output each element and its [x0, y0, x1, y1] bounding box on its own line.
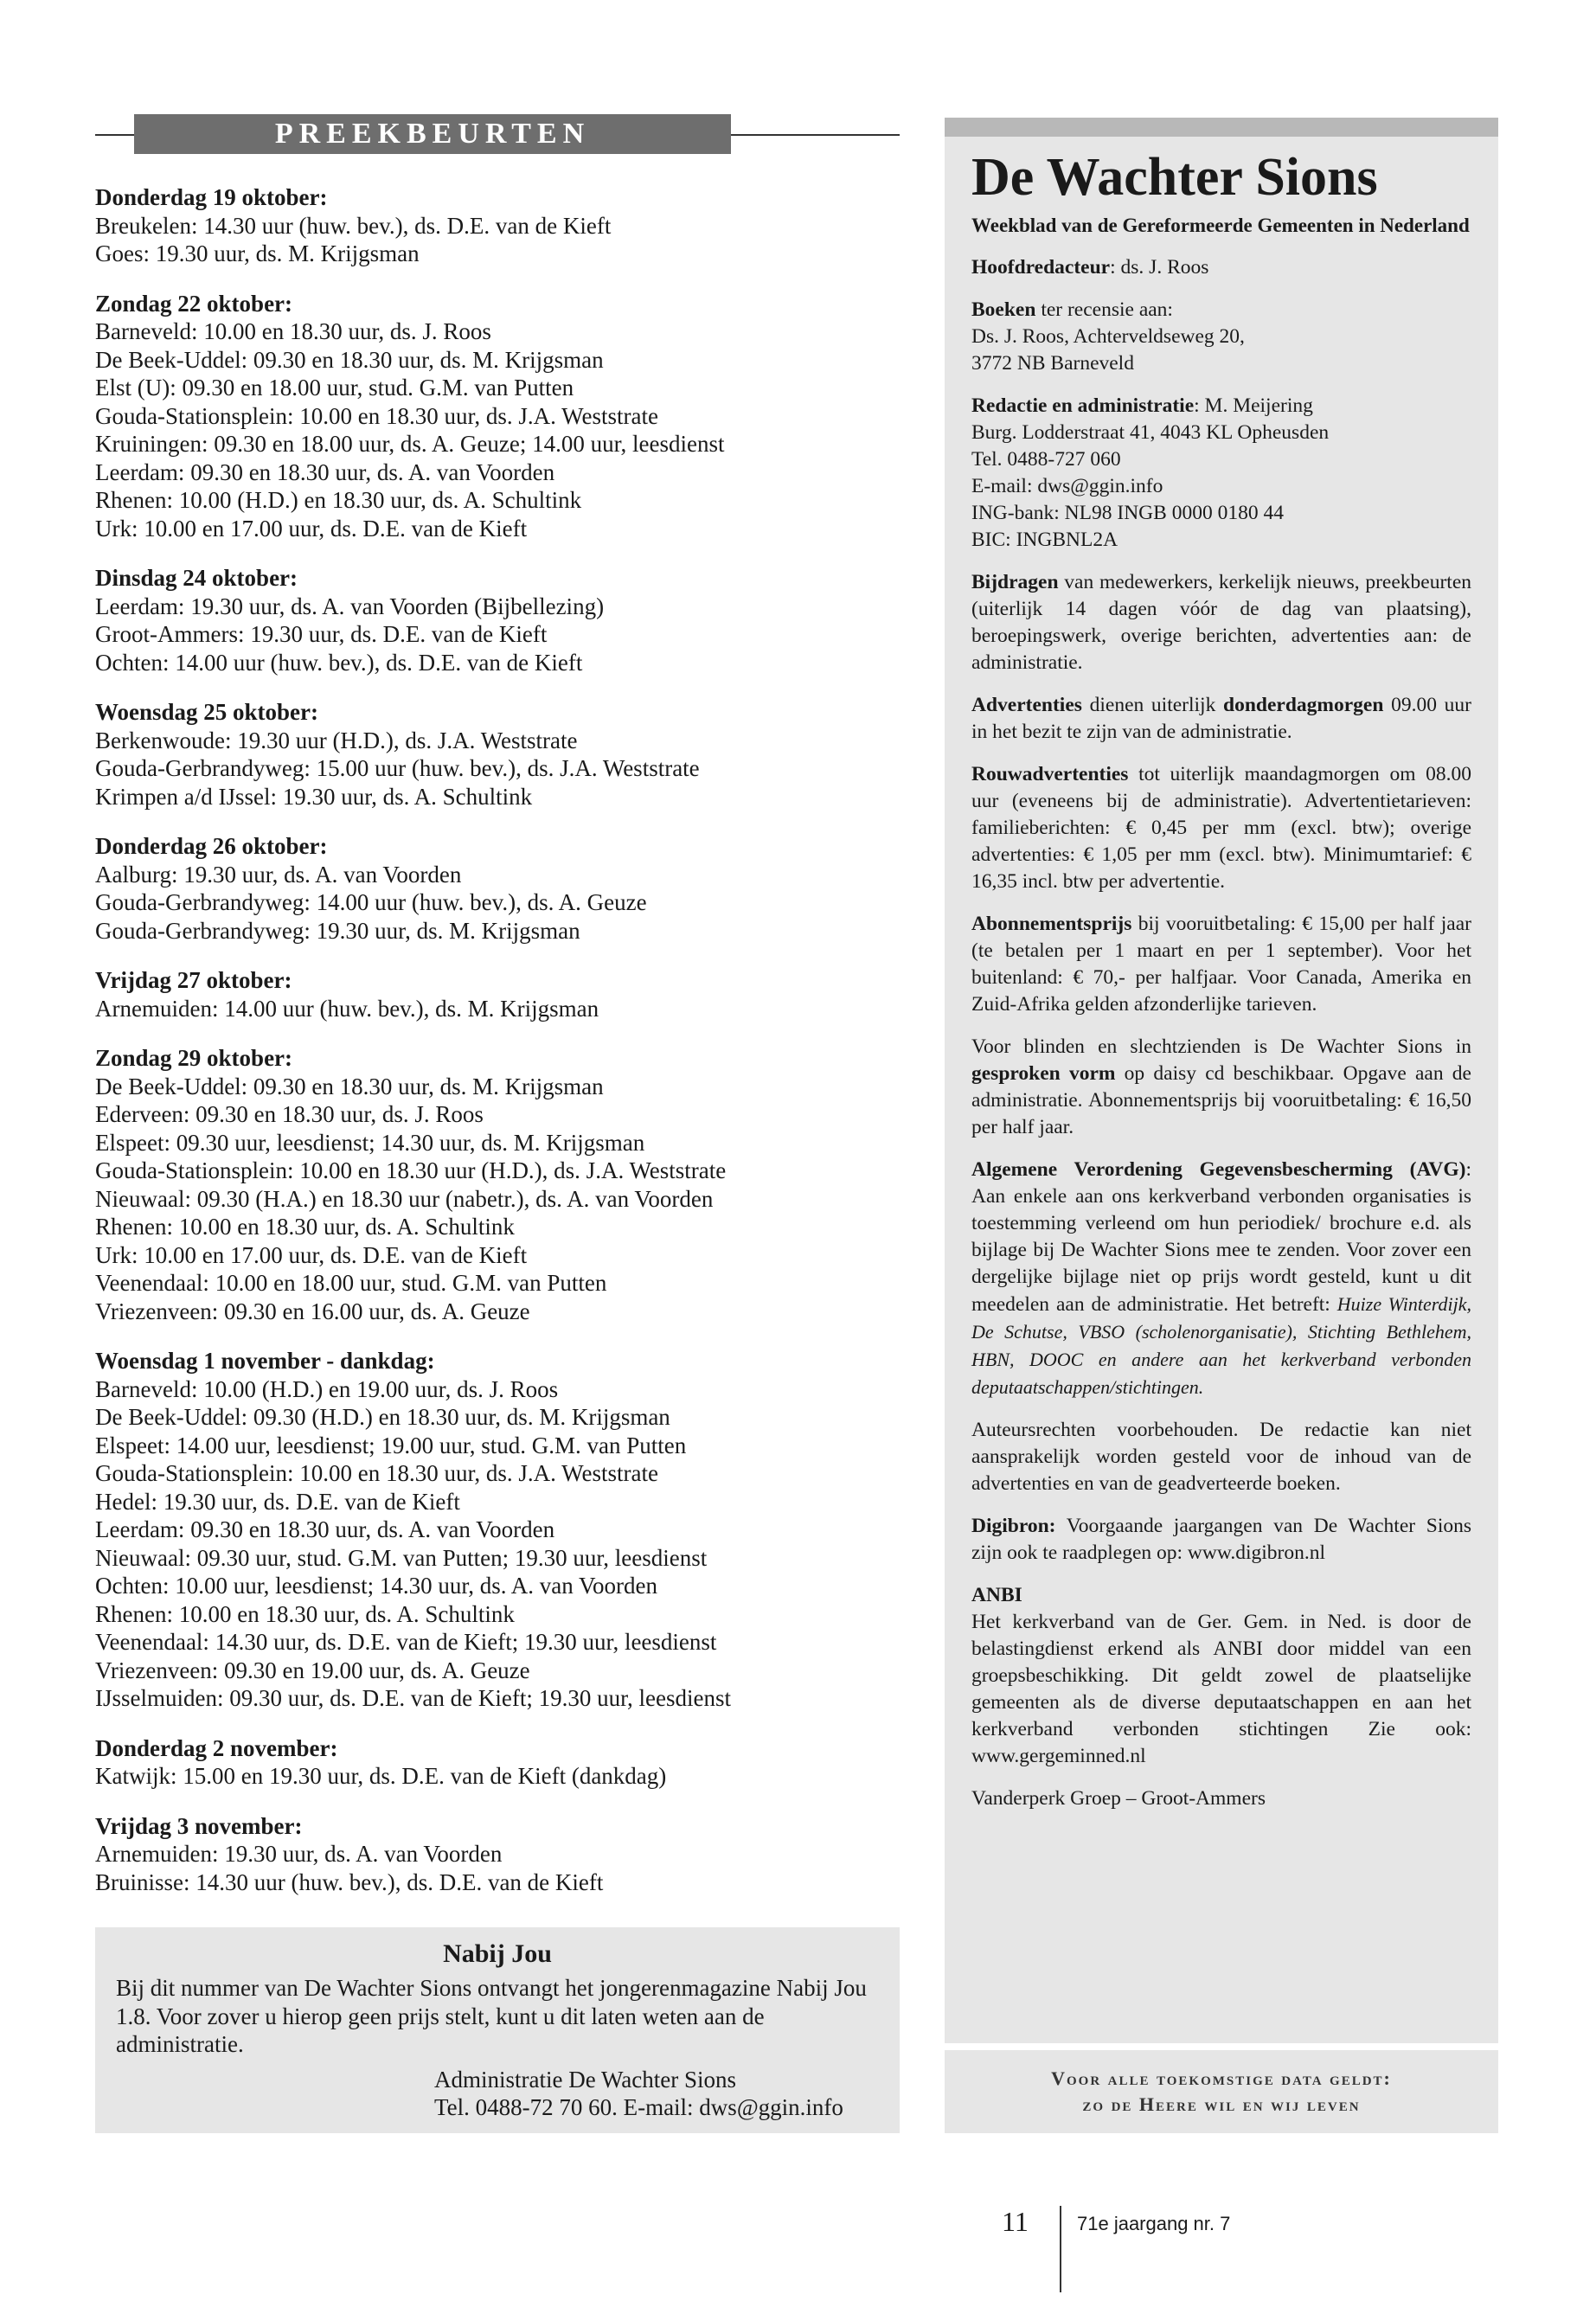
- redactie: [971, 393, 1471, 554]
- closing-line-1: Voor alle toekomstige data geldt:: [1051, 2067, 1392, 2089]
- schedule-entry: De Beek-Uddel: 09.30 (H.D.) en 18.30 uur, ds. M. Krijgsman: [95, 1404, 670, 1430]
- schedule-entry: Ochten: 14.00 uur (huw. bev.), ds. D.E. van de Kieft: [95, 649, 583, 676]
- preekbeurten-schedule: [95, 183, 900, 1918]
- schedule-entry: Elspeet: 14.00 uur, leesdienst; 19.00 uur, stud. G.M. van Putten: [95, 1432, 687, 1458]
- boeken-address-2: 3772 NB Barneveld: [971, 352, 1134, 375]
- schedule-day: [95, 1347, 900, 1713]
- schedule-entry: Vriezenveen: 09.30 en 19.00 uur, ds. A. Geuze: [95, 1657, 530, 1683]
- redactie-bank: ING-bank: NL98 INGB 0000 0180 44: [971, 502, 1284, 524]
- signature-name: Administratie De Wachter Sions: [434, 2066, 737, 2093]
- hoofdredacteur-value: : ds. J. Roos: [1110, 256, 1209, 279]
- nabij-jou-signature: [434, 2066, 900, 2122]
- anbi: [971, 1582, 1471, 1770]
- schedule-entry: Berkenwoude: 19.30 uur (H.D.), ds. J.A. Weststrate: [95, 727, 578, 753]
- schedule-entry: Leerdam: 19.30 uur, ds. A. van Voorden (Bijbellezing): [95, 593, 605, 619]
- schedule-date: Vrijdag 27 oktober:: [95, 967, 292, 993]
- schedule-entry: Barneveld: 10.00 (H.D.) en 19.00 uur, ds. J. Roos: [95, 1375, 559, 1402]
- closing-line-2: zo de Heere wil en wij leven: [1082, 2093, 1361, 2115]
- blind-text-2: op daisy cd beschikbaar. Opgave aan de administratie. Abonnementsprijs bij vooruitbetaling: € 16,50 per half jaar.: [971, 1062, 1471, 1138]
- avg: [971, 1157, 1471, 1401]
- masthead-title: De Wachter Sions: [971, 148, 1378, 207]
- bijdragen: [971, 569, 1471, 676]
- printer: Vanderperk Groep – Groot-Ammers: [971, 1787, 1266, 1810]
- header-rule-right: [731, 134, 900, 136]
- schedule-entry: IJsselmuiden: 09.30 uur, ds. D.E. van de Kieft; 19.30 uur, leesdienst: [95, 1685, 731, 1711]
- schedule-entry: Nieuwaal: 09.30 (H.A.) en 18.30 uur (nabetr.), ds. A. van Voorden: [95, 1185, 714, 1212]
- avg-organisations: Huize Winterdijk, De Schutse, VBSO (scholenorganisatie), Stichting Bethlehem, HBN, DOOC en andere aan het kerkverband verbonden deputaatschappen/stichtingen.: [971, 1293, 1471, 1398]
- schedule-entry: Gouda-Stationsplein: 10.00 en 18.30 uur (H.D.), ds. J.A. Weststrate: [95, 1157, 727, 1183]
- schedule-day: [95, 1812, 900, 1897]
- boeken-label: Boeken: [971, 298, 1036, 321]
- bijdragen-label: Bijdragen: [971, 571, 1059, 593]
- preekbeurten-title: PREEKBEURTEN: [134, 114, 731, 154]
- colophon-content: [971, 147, 1471, 1828]
- nabij-jou-box: [95, 1927, 900, 2133]
- digibron-text: Voorgaande jaargangen van De Wachter Sions zijn ook te raadplegen op: www.digibron.nl: [971, 1515, 1471, 1564]
- schedule-entry: Urk: 10.00 en 17.00 uur, ds. D.E. van de Kieft: [95, 515, 528, 542]
- blinden: [971, 1034, 1471, 1141]
- schedule-entry: Gouda-Gerbrandyweg: 14.00 uur (huw. bev.), ds. A. Geuze: [95, 889, 647, 915]
- schedule-entry: Arnemuiden: 19.30 uur, ds. A. van Voorden: [95, 1841, 503, 1867]
- schedule-entry: Leerdam: 09.30 en 18.30 uur, ds. A. van Voorden: [95, 1516, 555, 1542]
- signature-contact: Tel. 0488-72 70 60. E-mail: dws@ggin.info: [434, 2094, 843, 2120]
- schedule-day: [95, 1044, 900, 1325]
- schedule-entry: Gouda-Stationsplein: 10.00 en 18.30 uur, ds. J.A. Weststrate: [95, 402, 658, 429]
- hoofdredacteur-label: Hoofdredacteur: [971, 256, 1111, 279]
- schedule-day: [95, 564, 900, 676]
- rouw-text: tot uiterlijk maandagmorgen om 08.00 uur (eveneens bij de administratie). Advertentietarieven: familieberichten: € 0,45 per mm (excl. btw); overige advertenties: € 1,05 per mm (excl. btw). Minimumtarief: € 16,35 incl. btw per advertentie.: [971, 763, 1471, 893]
- schedule-entry: Rhenen: 10.00 en 18.30 uur, ds. A. Schultink: [95, 1600, 515, 1627]
- schedule-day: [95, 698, 900, 811]
- page-number: 11: [1002, 2206, 1029, 2237]
- bijdragen-text: van medewerkers, kerkelijk nieuws, preekbeurten (uiterlijk 14 dagen vóór de dag van plaatsing), beroepingswerk, overige berichten, advertenties aan: de administratie.: [971, 571, 1471, 674]
- rouwadvertenties: [971, 761, 1471, 895]
- schedule-date: Woensdag 25 oktober:: [95, 699, 319, 725]
- schedule-entry: De Beek-Uddel: 09.30 en 18.30 uur, ds. M. Krijgsman: [95, 1073, 604, 1099]
- schedule-entry: Gouda-Stationsplein: 10.00 en 18.30 uur, ds. J.A. Weststrate: [95, 1460, 658, 1486]
- schedule-entry: Barneveld: 10.00 en 18.30 uur, ds. J. Roos: [95, 318, 491, 344]
- colophon-top-bar: [945, 118, 1498, 137]
- auteursrechten: Auteursrechten voorbehouden. De redactie kan niet aansprakelijk worden gesteld voor de inhoud van de advertenties en van de geadverteerde boeken.: [971, 1419, 1471, 1495]
- schedule-entry: Elst (U): 09.30 en 18.00 uur, stud. G.M. van Putten: [95, 375, 574, 401]
- digibron-label: Digibron:: [971, 1515, 1056, 1537]
- schedule-date: Woensdag 1 november - dankdag:: [95, 1348, 435, 1374]
- schedule-entry: Krimpen a/d IJssel: 19.30 uur, ds. A. Schultink: [95, 783, 533, 810]
- footer-divider: [1060, 2206, 1061, 2292]
- advertenties-text-2: 09.00 uur in het bezit te zijn van de administratie.: [971, 694, 1472, 743]
- redactie-email: E-mail: dws@ggin.info: [971, 475, 1163, 497]
- schedule-entry: Groot-Ammers: 19.30 uur, ds. D.E. van de Kieft: [95, 621, 548, 647]
- schedule-date: Vrijdag 3 november:: [95, 1812, 303, 1839]
- schedule-entry: Hedel: 19.30 uur, ds. D.E. van de Kieft: [95, 1488, 460, 1515]
- abonnementsprijs: [971, 911, 1471, 1018]
- schedule-date: Donderdag 19 oktober:: [95, 184, 328, 210]
- schedule-day: [95, 832, 900, 945]
- preekbeurten-header: [95, 112, 900, 156]
- schedule-day: [95, 183, 900, 268]
- avg-text: : Aan enkele aan ons kerkverband verbonden organisaties is toestemming verleend om hun periodiek/ brochure e.d. als bijlage bij De Wachter Sions mee te zenden. Voor zover een dergelijke bijlage niet op prijs wordt gesteld, kunt u dit meedelen aan de administratie. Het betreft:: [971, 1158, 1471, 1316]
- advertenties: [971, 692, 1471, 746]
- schedule-date: Zondag 22 oktober:: [95, 290, 293, 317]
- closing-motto: [945, 2050, 1498, 2133]
- redactie-name: : M. Meijering: [1194, 394, 1313, 417]
- blind-bold: gesproken vorm: [971, 1062, 1116, 1085]
- nabij-jou-title: Nabij Jou: [443, 1939, 552, 1968]
- schedule-entry: Elspeet: 09.30 uur, leesdienst; 14.30 uur, ds. M. Krijgsman: [95, 1129, 645, 1156]
- schedule-entry: Goes: 19.30 uur, ds. M. Krijgsman: [95, 240, 420, 266]
- schedule-date: Zondag 29 oktober:: [95, 1045, 293, 1071]
- schedule-entry: Nieuwaal: 09.30 uur, stud. G.M. van Putten; 19.30 uur, leesdienst: [95, 1544, 708, 1571]
- schedule-entry: Leerdam: 09.30 en 18.30 uur, ds. A. van Voorden: [95, 458, 555, 485]
- schedule-entry: Veenendaal: 10.00 en 18.00 uur, stud. G.M. van Putten: [95, 1270, 607, 1296]
- closing-separator: [945, 2043, 1498, 2050]
- masthead-subtitle: Weekblad van de Gereformeerde Gemeenten in Nederland: [971, 215, 1470, 236]
- abon-label: Abonnementsprijs: [971, 913, 1132, 935]
- schedule-entry: De Beek-Uddel: 09.30 en 18.30 uur, ds. M. Krijgsman: [95, 346, 604, 373]
- schedule-entry: Breukelen: 14.30 uur (huw. bev.), ds. D.E. van de Kieft: [95, 212, 612, 239]
- redactie-label: Redactie en administratie: [971, 394, 1195, 417]
- schedule-entry: Ochten: 10.00 uur, leesdienst; 14.30 uur, ds. A. van Voorden: [95, 1573, 658, 1599]
- advertenties-label: Advertenties: [971, 694, 1082, 716]
- schedule-entry: Bruinisse: 14.30 uur (huw. bev.), ds. D.E. van de Kieft: [95, 1868, 604, 1895]
- redactie-phone: Tel. 0488-727 060: [971, 448, 1121, 471]
- schedule-date: Donderdag 26 oktober:: [95, 833, 328, 859]
- schedule-entry: Veenendaal: 14.30 uur, ds. D.E. van de Kieft; 19.30 uur, leesdienst: [95, 1629, 717, 1655]
- schedule-entry: Urk: 10.00 en 17.00 uur, ds. D.E. van de Kieft: [95, 1241, 528, 1268]
- redactie-bic: BIC: INGBNL2A: [971, 529, 1118, 551]
- schedule-date: Donderdag 2 november:: [95, 1734, 338, 1761]
- schedule-entry: Katwijk: 15.00 en 19.30 uur, ds. D.E. van de Kieft (dankdag): [95, 1763, 667, 1789]
- digibron: [971, 1513, 1471, 1567]
- schedule-entry: Kruiningen: 09.30 en 18.00 uur, ds. A. Geuze; 14.00 uur, leesdienst: [95, 431, 725, 457]
- schedule-date: Dinsdag 24 oktober:: [95, 565, 298, 591]
- rouw-label: Rouwadvertenties: [971, 763, 1129, 785]
- volume-info: 71e jaargang nr. 7: [1077, 2213, 1231, 2234]
- header-rule-left: [95, 134, 134, 136]
- boeken: [971, 297, 1471, 377]
- abon-text: bij vooruitbetaling: € 15,00 per half jaar (te betalen per 1 maart en per 1 september). Voor het buitenland: € 70,- per halfjaar. Voor Canada, Amerika en Zuid-Afrika gelden afzonderlijke tarieven.: [971, 913, 1471, 1016]
- schedule-day: [95, 966, 900, 1022]
- advertenties-deadline: donderdagmorgen: [1223, 694, 1384, 716]
- schedule-day: [95, 290, 900, 543]
- schedule-entry: Rhenen: 10.00 (H.D.) en 18.30 uur, ds. A. Schultink: [95, 487, 582, 513]
- nabij-jou-text: Bij dit nummer van De Wachter Sions ontvangt het jongerenmagazine Nabij Jou 1.8. Voor zover u hierop geen prijs stelt, kunt u dit laten weten aan de administratie.: [116, 1975, 867, 2057]
- schedule-day: [95, 1734, 900, 1791]
- schedule-entry: Gouda-Gerbrandyweg: 19.30 uur, ds. M. Krijgsman: [95, 917, 580, 944]
- hoofdredacteur: [971, 254, 1471, 281]
- boeken-text: ter recensie aan:: [1035, 298, 1173, 321]
- boeken-address-1: Ds. J. Roos, Achterveldseweg 20,: [971, 325, 1245, 348]
- redactie-address: Burg. Lodderstraat 41, 4043 KL Opheusden: [971, 421, 1330, 444]
- blind-text-1: Voor blinden en slechtzienden is De Wachter Sions in: [971, 1035, 1471, 1058]
- schedule-entry: Aalburg: 19.30 uur, ds. A. van Voorden: [95, 861, 462, 888]
- schedule-entry: Vriezenveen: 09.30 en 16.00 uur, ds. A. Geuze: [95, 1298, 530, 1324]
- schedule-entry: Arnemuiden: 14.00 uur (huw. bev.), ds. M. Krijgsman: [95, 995, 599, 1022]
- schedule-entry: Rhenen: 10.00 en 18.30 uur, ds. A. Schultink: [95, 1214, 515, 1240]
- advertenties-text: dienen uiterlijk: [1081, 694, 1224, 716]
- avg-label: Algemene Verordening Gegevensbescherming (AVG): [971, 1158, 1466, 1181]
- schedule-entry: Ederveen: 09.30 en 18.30 uur, ds. J. Roos: [95, 1101, 484, 1127]
- schedule-entry: Gouda-Gerbrandyweg: 15.00 uur (huw. bev.), ds. J.A. Weststrate: [95, 755, 700, 781]
- anbi-label: ANBI: [971, 1584, 1022, 1606]
- anbi-text: Het kerkverband van de Ger. Gem. in Ned. is door de belastingdienst erkend als ANBI door middel van een groepsbeschikking. Dit geldt zowel de plaatselijke gemeenten als de diverse deputaatschappen en aan het kerkverband verbonden stichtingen Zie ook: www.gergeminned.nl: [971, 1611, 1471, 1767]
